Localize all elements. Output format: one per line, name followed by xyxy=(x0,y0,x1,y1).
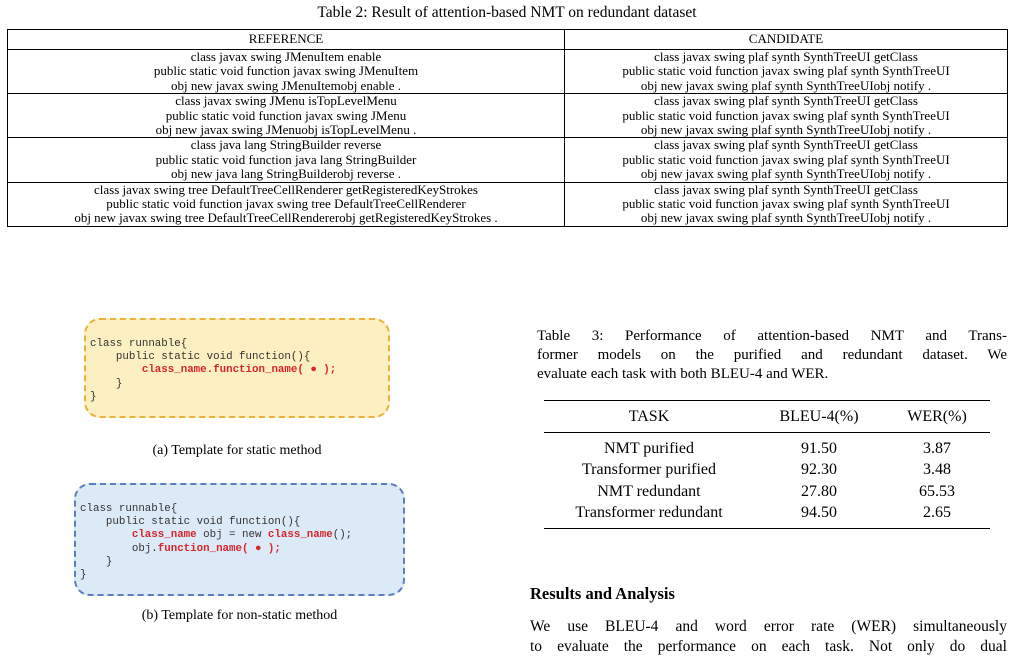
table-2-row xyxy=(8,138,1008,182)
reference-line: public static void function java lang StringBuilder xyxy=(155,151,417,167)
bleu-cell: 94.50 xyxy=(754,502,884,529)
body-line: to evaluate the performance on each task. Not only do dual xyxy=(530,637,1007,655)
candidate-line: class javax swing plaf synth SynthTreeUI getClass xyxy=(654,137,918,153)
code-text: obj = new xyxy=(196,529,268,542)
task-cell: Transformer purified xyxy=(581,461,717,479)
task-cell: Transformer redundant xyxy=(544,502,754,529)
code-text: class runnable{ xyxy=(90,338,188,350)
section-body xyxy=(530,617,1007,656)
candidate-line: obj new javax swing plaf synth SynthTreeUIobj notify . xyxy=(640,166,932,182)
code-text xyxy=(90,364,142,376)
reference-header: REFERENCE xyxy=(8,30,565,50)
code-line xyxy=(90,338,388,351)
reference-line: obj new java lang StringBuilderobj reverse . xyxy=(171,166,401,182)
code-line xyxy=(90,378,388,391)
bleu-cell: 91.50 xyxy=(801,440,837,457)
body-line: We use BLEU-4 and word error rate (WER) simultaneously xyxy=(530,618,1007,635)
table-3-row xyxy=(544,459,990,480)
code-text: } xyxy=(90,377,123,390)
code-text: public static void function(){ xyxy=(90,351,311,364)
candidate-line: obj new javax swing plaf synth SynthTreeUIobj notify . xyxy=(640,121,932,137)
bleu-cell: 92.30 xyxy=(801,461,837,479)
reference-cell xyxy=(8,50,565,94)
table-3-header-row xyxy=(544,401,990,433)
candidate-cell xyxy=(565,94,1008,138)
static-template-caption: (a) Template for static method xyxy=(152,443,322,458)
table-2-header-row xyxy=(8,30,1008,50)
candidate-line: public static void function javax swing plaf synth SynthTreeUI xyxy=(622,63,950,79)
table-2-row xyxy=(8,94,1008,138)
code-line xyxy=(80,543,403,556)
code-line xyxy=(80,529,403,542)
code-text: } xyxy=(80,555,113,568)
non-static-template-caption: (b) Template for non-static method xyxy=(141,608,338,623)
table-3-row xyxy=(544,502,990,529)
reference-cell xyxy=(8,138,565,182)
reference-cell xyxy=(8,94,565,138)
non-static-method-template xyxy=(74,483,405,596)
reference-line: obj new javax swing tree DefaultTreeCellRendererobj getRegisteredKeyStrokes . xyxy=(74,210,498,226)
table-3-caption-line: evaluate each task with both BLEU-4 and WER. xyxy=(537,366,829,382)
reference-line: class javax swing tree DefaultTreeCellRenderer getRegisteredKeyStrokes xyxy=(94,182,478,197)
table-3-caption-line: former models on the purified and redundant dataset. We xyxy=(537,347,1007,363)
candidate-line: obj new javax swing plaf synth SynthTreeUIobj notify . xyxy=(640,77,932,93)
wer-header: WER(%) xyxy=(884,401,990,433)
wer-cell: 3.48 xyxy=(923,461,951,479)
reference-line: class java lang StringBuilder reverse xyxy=(190,137,382,153)
candidate-cell xyxy=(565,50,1008,94)
code-placeholder: . xyxy=(206,364,214,377)
code-line xyxy=(80,556,403,569)
candidate-cell xyxy=(565,138,1008,182)
bleu-header: BLEU-4(%) xyxy=(754,401,884,433)
reference-cell xyxy=(8,182,565,226)
wer-cell: 65.53 xyxy=(919,482,955,500)
code-line xyxy=(90,364,388,377)
code-placeholder: function_name( ● ); xyxy=(213,364,337,377)
code-text: public static void function(){ xyxy=(80,516,301,529)
code-line xyxy=(80,569,403,582)
candidate-line: public static void function javax swing plaf synth SynthTreeUI xyxy=(622,195,950,211)
candidate-header: CANDIDATE xyxy=(565,30,1008,50)
section-heading: Results and Analysis xyxy=(530,584,675,603)
candidate-line: class javax swing plaf synth SynthTreeUI getClass xyxy=(654,93,918,109)
code-line xyxy=(90,351,388,364)
table-2-row xyxy=(8,50,1008,94)
code-text: (); xyxy=(332,529,353,542)
code-placeholder: class_name xyxy=(267,529,333,542)
candidate-line: public static void function javax swing plaf synth SynthTreeUI xyxy=(622,151,950,167)
table-2 xyxy=(7,29,1008,227)
static-method-template xyxy=(84,318,390,418)
candidate-line: obj new javax swing plaf synth SynthTreeUIobj notify . xyxy=(640,210,932,226)
code-text: obj. xyxy=(80,542,158,555)
task-cell: NMT purified xyxy=(604,440,694,457)
table-2-row xyxy=(8,182,1008,226)
code-placeholder: class_name xyxy=(131,529,197,542)
table-3-row xyxy=(544,481,990,502)
wer-cell: 2.65 xyxy=(884,502,990,529)
code-placeholder: class_name xyxy=(141,364,207,377)
reference-line: public static void function javax swing tree DefaultTreeCellRenderer xyxy=(106,195,466,211)
candidate-cell xyxy=(565,182,1008,226)
table-2-caption: Table 2: Result of attention-based NMT on redundant dataset xyxy=(317,4,697,21)
code-text: class runnable{ xyxy=(80,503,178,515)
code-line xyxy=(80,503,403,516)
code-text xyxy=(80,529,132,541)
reference-line: public static void function javax swing JMenu xyxy=(165,107,407,123)
reference-line: public static void function javax swing JMenuItem xyxy=(153,63,419,79)
candidate-line: class javax swing plaf synth SynthTreeUI getClass xyxy=(654,182,918,197)
candidate-line: public static void function javax swing plaf synth SynthTreeUI xyxy=(622,107,950,123)
code-line xyxy=(80,516,403,529)
candidate-line: class javax swing plaf synth SynthTreeUI getClass xyxy=(654,49,918,64)
bleu-cell: 27.80 xyxy=(801,482,837,500)
reference-line: obj new javax swing JMenuItemobj enable . xyxy=(171,77,401,93)
task-header: TASK xyxy=(544,401,754,433)
reference-line: class javax swing JMenu isTopLevelMenu xyxy=(175,93,397,109)
reference-line: class javax swing JMenuItem enable xyxy=(190,49,382,64)
code-text: } xyxy=(80,568,87,581)
table-3 xyxy=(544,400,990,529)
code-placeholder: function_name( ● ); xyxy=(157,542,281,555)
wer-cell: 3.87 xyxy=(923,440,951,457)
reference-line: obj new javax swing JMenuobj isTopLevelMenu . xyxy=(155,121,417,137)
table-3-caption-line: Table 3: Performance of attention-based NMT and Trans- xyxy=(537,328,1007,344)
task-cell: NMT redundant xyxy=(597,482,701,500)
code-line xyxy=(90,391,388,404)
code-text: } xyxy=(90,390,97,403)
table-3-caption xyxy=(537,327,1007,384)
table-3-row xyxy=(544,433,990,460)
